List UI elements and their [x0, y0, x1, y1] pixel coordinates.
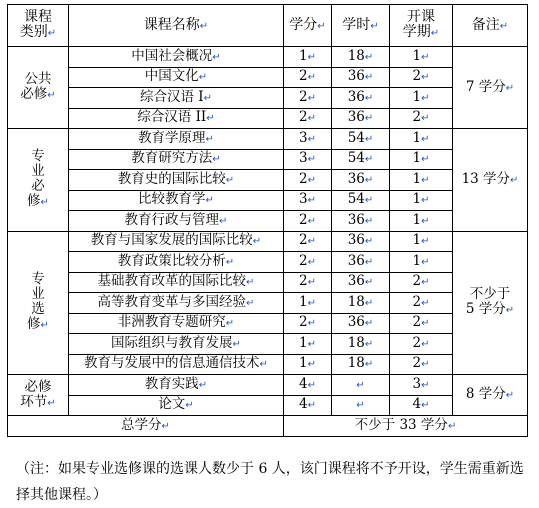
paragraph-mark-icon: ↵	[317, 20, 326, 32]
credit-cell-text: 4	[299, 375, 308, 392]
course-name-cell-text: 中国社会概况	[131, 47, 213, 64]
term-cell	[390, 129, 453, 150]
paragraph-mark-icon: ↵	[246, 297, 255, 309]
hours-cell	[332, 149, 390, 170]
course-name-cell	[69, 67, 284, 88]
course-name-cell-text: 教育学原理	[138, 129, 206, 146]
paragraph-mark-icon: ↵	[307, 215, 316, 227]
paragraph-mark-icon: ↵	[364, 113, 374, 125]
term-cell	[390, 170, 453, 191]
paragraph-mark-icon: ↵	[356, 400, 365, 412]
hours-cell	[332, 129, 390, 150]
paragraph-mark-icon: ↵	[307, 400, 316, 412]
paragraph-mark-icon: ↵	[205, 133, 214, 145]
remark-cell-text: 8 学分	[465, 386, 506, 402]
paragraph-mark-icon: ↵	[421, 72, 430, 84]
course-name-cell-text: 教育与发展中的信息通信技术	[84, 355, 260, 372]
course-name-cell-text: 非洲教育专题研究	[117, 314, 226, 331]
paragraph-mark-icon: ↵	[421, 215, 430, 227]
term-cell	[390, 47, 453, 68]
credit-cell	[284, 375, 332, 396]
table-row	[8, 190, 528, 211]
credit-cell	[284, 190, 332, 211]
paragraph-mark-icon: ↵	[252, 236, 262, 248]
course-name-cell	[69, 354, 284, 375]
paragraph-mark-icon: ↵	[212, 51, 221, 63]
course-name-cell-text: 综合汉语 II	[137, 109, 207, 126]
table-row	[8, 211, 528, 232]
category-cell-text: 专 业 必 修	[27, 148, 45, 210]
course-name-cell-text: 教育政策比较分析	[117, 252, 226, 269]
total-row	[8, 416, 528, 437]
paragraph-mark-icon: ↵	[307, 113, 316, 125]
term-cell-text: 1	[412, 211, 422, 228]
credit-cell-text: 2	[299, 109, 308, 126]
credit-cell	[284, 231, 332, 252]
course-name-cell-text: 国际组织与教育发展	[111, 334, 233, 351]
credit-cell-text: 1	[299, 355, 308, 372]
table-row	[8, 88, 528, 109]
hours-cell-text: 36	[347, 211, 365, 228]
category-cell	[8, 231, 69, 375]
term-cell-text: 1	[412, 88, 422, 105]
paragraph-mark-icon: ↵	[307, 92, 316, 104]
paragraph-mark-icon: ↵	[307, 154, 316, 166]
paragraph-mark-icon: ↵	[499, 20, 509, 32]
course-name-cell	[69, 334, 284, 355]
paragraph-mark-icon: ↵	[430, 28, 440, 39]
term-cell	[390, 67, 453, 88]
hours-cell-text: 36	[347, 252, 365, 269]
term-cell	[390, 354, 453, 375]
total-value-cell-text: 不少于 33 学分	[354, 416, 448, 433]
paragraph-mark-icon: ↵	[364, 236, 374, 248]
table-row	[8, 108, 528, 129]
table-row	[8, 334, 528, 355]
paragraph-mark-icon: ↵	[505, 305, 515, 317]
paragraph-mark-icon: ↵	[307, 72, 316, 84]
hours-cell	[332, 88, 390, 109]
term-cell-text: 4	[412, 396, 422, 413]
category-cell	[8, 47, 69, 129]
paragraph-mark-icon: ↵	[364, 51, 374, 63]
hours-cell-text: 18	[347, 47, 365, 64]
course-name-cell-text: 论文	[158, 396, 186, 413]
term-cell-text: 2	[412, 68, 422, 85]
header-category	[8, 5, 69, 47]
course-name-cell	[69, 47, 284, 68]
course-name-cell-text: 教育行政与管理	[124, 211, 220, 228]
hours-cell-text: 54	[347, 150, 365, 167]
paragraph-mark-icon: ↵	[307, 359, 316, 371]
paragraph-mark-icon: ↵	[307, 379, 316, 391]
term-cell-text: 2	[412, 314, 422, 331]
table-row	[8, 395, 528, 416]
hours-cell-text: 54	[347, 129, 365, 146]
header-term	[390, 5, 453, 47]
table-row	[8, 313, 528, 334]
hours-cell	[332, 231, 390, 252]
paragraph-mark-icon: ↵	[40, 320, 49, 332]
paragraph-mark-icon: ↵	[161, 420, 170, 432]
paragraph-mark-icon: ↵	[421, 359, 430, 371]
course-name-cell-text: 教育研究方法	[131, 150, 213, 167]
paragraph-mark-icon: ↵	[505, 390, 515, 401]
credit-cell	[284, 108, 332, 129]
credit-cell	[284, 170, 332, 191]
paragraph-mark-icon: ↵	[205, 195, 214, 207]
term-cell-text: 1	[412, 150, 422, 167]
course-name-cell	[69, 211, 284, 232]
course-name-cell-text: 中国文化	[144, 68, 199, 85]
paragraph-mark-icon: ↵	[421, 379, 430, 391]
term-cell-text: 1	[412, 232, 422, 249]
credit-cell-text: 3	[299, 150, 308, 167]
credit-cell	[284, 67, 332, 88]
remark-cell	[453, 231, 528, 375]
hours-cell	[332, 375, 390, 396]
hours-cell	[332, 334, 390, 355]
credit-cell-text: 3	[299, 191, 308, 208]
table-row	[8, 354, 528, 375]
term-cell	[390, 211, 453, 232]
paragraph-mark-icon: ↵	[206, 113, 215, 125]
paragraph-mark-icon: ↵	[421, 277, 430, 289]
hours-cell	[332, 272, 390, 293]
course-name-cell	[69, 129, 284, 150]
hours-cell-text: 36	[347, 232, 365, 249]
paragraph-mark-icon: ↵	[259, 359, 268, 371]
remark-cell	[453, 47, 528, 129]
hours-cell	[332, 313, 390, 334]
course-name-cell	[69, 231, 284, 252]
paragraph-mark-icon: ↵	[219, 215, 228, 227]
paragraph-mark-icon: ↵	[47, 397, 56, 409]
course-table	[7, 4, 528, 437]
course-name-cell-text: 教育实践	[144, 375, 199, 392]
header-name-text: 课程名称	[143, 16, 200, 33]
term-cell	[390, 88, 453, 109]
credit-cell-text: 1	[299, 334, 308, 351]
credit-cell	[284, 47, 332, 68]
hours-cell	[332, 354, 390, 375]
table-row	[8, 375, 528, 396]
credit-cell-text: 2	[299, 273, 308, 290]
credit-cell	[284, 149, 332, 170]
total-label-cell-text: 总学分	[121, 416, 162, 433]
term-cell	[390, 395, 453, 416]
hours-cell-text: 18	[347, 355, 365, 372]
total-label-cell	[8, 416, 284, 437]
header-remark	[453, 5, 528, 47]
paragraph-mark-icon: ↵	[307, 236, 316, 248]
footnote-text: （注：如果专业选修课的选课人数少于 6 人，该门课程将不予开设，学生需重新选择其他课程。）	[16, 461, 524, 503]
course-name-cell	[69, 395, 284, 416]
credit-cell-text: 1	[299, 47, 308, 64]
category-cell	[8, 375, 69, 416]
table-row	[8, 47, 528, 68]
term-cell	[390, 334, 453, 355]
term-cell-text: 1	[412, 170, 422, 187]
course-name-cell	[69, 252, 284, 273]
credit-cell-text: 3	[299, 129, 308, 146]
credit-cell-text: 2	[299, 211, 308, 228]
term-cell	[390, 293, 453, 314]
paragraph-mark-icon: ↵	[421, 297, 430, 309]
paragraph-mark-icon: ↵	[203, 92, 212, 104]
paragraph-mark-icon: ↵	[307, 338, 316, 350]
term-cell	[390, 375, 453, 396]
paragraph-mark-icon: ↵	[307, 133, 316, 145]
paragraph-mark-icon: ↵	[47, 90, 56, 101]
paragraph-mark-icon: ↵	[421, 133, 430, 145]
credit-cell-text: 2	[299, 170, 308, 187]
paragraph-mark-icon: ↵	[421, 113, 430, 125]
paragraph-mark-icon: ↵	[307, 277, 316, 289]
paragraph-mark-icon: ↵	[47, 28, 57, 39]
total-value-cell	[284, 416, 528, 437]
paragraph-mark-icon: ↵	[421, 318, 430, 330]
paragraph-mark-icon: ↵	[356, 379, 365, 391]
credit-cell	[284, 211, 332, 232]
term-cell-text: 2	[412, 293, 422, 310]
paragraph-mark-icon: ↵	[212, 154, 221, 166]
paragraph-mark-icon: ↵	[246, 277, 255, 289]
paragraph-mark-icon: ↵	[364, 277, 374, 289]
course-name-cell-text: 基础教育改革的国际比较	[97, 273, 247, 290]
table-row	[8, 272, 528, 293]
paragraph-mark-icon: ↵	[364, 359, 374, 371]
header-credit	[284, 5, 332, 47]
term-cell	[390, 149, 453, 170]
credit-cell	[284, 334, 332, 355]
hours-cell	[332, 293, 390, 314]
paragraph-mark-icon: ↵	[364, 297, 374, 309]
paragraph-mark-icon: ↵	[421, 154, 430, 166]
paragraph-mark-icon: ↵	[307, 256, 316, 268]
term-cell-text: 2	[412, 334, 422, 351]
course-name-cell	[69, 108, 284, 129]
paragraph-mark-icon: ↵	[364, 154, 374, 166]
table-row	[8, 293, 528, 314]
paragraph-mark-icon: ↵	[421, 92, 430, 104]
paragraph-mark-icon: ↵	[307, 174, 316, 186]
header-remark-text: 备注	[471, 16, 500, 33]
course-name-cell-text: 教育史的国际比较	[117, 170, 226, 187]
hours-cell-text: 36	[347, 314, 365, 331]
paragraph-mark-icon: ↵	[364, 256, 374, 268]
paragraph-mark-icon: ↵	[421, 51, 430, 63]
course-name-cell	[69, 375, 284, 396]
hours-cell-text: 36	[347, 88, 365, 105]
paragraph-mark-icon: ↵	[307, 51, 316, 63]
hours-cell-text: 18	[347, 293, 365, 310]
hours-cell	[332, 108, 390, 129]
hours-cell	[332, 67, 390, 88]
term-cell-text: 1	[412, 252, 422, 269]
paragraph-mark-icon: ↵	[421, 400, 430, 412]
term-cell	[390, 231, 453, 252]
credit-cell-text: 1	[299, 293, 308, 310]
term-cell-text: 1	[412, 47, 422, 64]
paragraph-mark-icon: ↵	[364, 174, 374, 186]
paragraph-mark-icon: ↵	[232, 338, 241, 350]
paragraph-mark-icon: ↵	[364, 195, 374, 207]
course-name-cell	[69, 170, 284, 191]
paragraph-mark-icon: ↵	[307, 297, 316, 309]
paragraph-mark-icon: ↵	[364, 318, 374, 330]
course-name-cell-text: 教育与国家发展的国际比较	[90, 232, 253, 249]
credit-cell	[284, 354, 332, 375]
credit-cell-text: 2	[299, 252, 308, 269]
term-cell	[390, 313, 453, 334]
paragraph-mark-icon: ↵	[421, 338, 430, 350]
category-cell-text: 专 业 选 修	[27, 271, 45, 333]
credit-cell-text: 2	[299, 232, 308, 249]
course-name-cell	[69, 149, 284, 170]
header-credit-text: 学分	[289, 16, 318, 33]
credit-cell-text: 4	[299, 396, 308, 413]
credit-cell	[284, 313, 332, 334]
term-cell	[390, 190, 453, 211]
credit-cell	[284, 88, 332, 109]
course-name-cell	[69, 190, 284, 211]
term-cell	[390, 108, 453, 129]
footnote	[16, 456, 536, 508]
paragraph-mark-icon: ↵	[199, 20, 209, 32]
header-category-text: 课程 类别	[19, 9, 52, 40]
course-name-cell	[69, 313, 284, 334]
credit-cell	[284, 293, 332, 314]
paragraph-mark-icon: ↵	[364, 215, 374, 227]
paragraph-mark-icon: ↵	[447, 420, 457, 432]
hours-cell	[332, 395, 390, 416]
term-cell-text: 1	[412, 191, 422, 208]
category-cell-text: 公共 必修	[20, 71, 52, 102]
paragraph-mark-icon: ↵	[307, 318, 316, 330]
hours-cell	[332, 252, 390, 273]
course-name-cell	[69, 88, 284, 109]
table-row	[8, 129, 528, 150]
course-name-cell-text: 综合汉语 I	[139, 88, 204, 105]
remark-cell	[453, 129, 528, 232]
hours-cell-text: 36	[347, 68, 365, 85]
term-cell-text: 1	[412, 129, 422, 146]
hours-cell	[332, 47, 390, 68]
credit-cell	[284, 272, 332, 293]
paragraph-mark-icon: ↵	[421, 174, 430, 186]
paragraph-mark-icon: ↵	[225, 256, 235, 268]
paragraph-mark-icon: ↵	[370, 20, 379, 32]
hours-cell	[332, 211, 390, 232]
hours-cell-text: 54	[347, 191, 365, 208]
table-row	[8, 252, 528, 273]
course-name-cell-text: 比较教育学	[138, 191, 206, 208]
term-cell-text: 2	[412, 355, 422, 372]
paragraph-mark-icon: ↵	[40, 197, 49, 209]
table-row	[8, 149, 528, 170]
paragraph-mark-icon: ↵	[225, 318, 235, 330]
term-cell	[390, 272, 453, 293]
hours-cell	[332, 190, 390, 211]
credit-cell	[284, 395, 332, 416]
paragraph-mark-icon: ↵	[421, 236, 430, 248]
paragraph-mark-icon: ↵	[185, 400, 194, 412]
table-row	[8, 67, 528, 88]
table-row	[8, 231, 528, 252]
hours-cell-text: 36	[347, 273, 365, 290]
course-name-cell	[69, 293, 284, 314]
credit-cell-text: 2	[299, 314, 308, 331]
credit-cell	[284, 129, 332, 150]
header-name	[69, 5, 284, 47]
course-name-cell-text: 高等教育变革与多国经验	[97, 293, 247, 310]
paragraph-mark-icon: ↵	[364, 72, 374, 84]
table-row	[8, 170, 528, 191]
term-cell-text: 2	[412, 273, 422, 290]
credit-cell-text: 2	[299, 88, 308, 105]
category-cell-text: 必修 环节	[20, 378, 52, 410]
hours-cell-text: 18	[347, 334, 365, 351]
hours-cell-text: 36	[347, 170, 365, 187]
paragraph-mark-icon: ↵	[364, 92, 374, 104]
paragraph-mark-icon: ↵	[364, 133, 374, 145]
remark-cell-text: 不少于 5 学分	[465, 286, 511, 318]
hours-cell	[332, 170, 390, 191]
remark-cell-text: 13 学分	[461, 170, 511, 187]
paragraph-mark-icon: ↵	[421, 256, 430, 268]
remark-cell	[453, 375, 528, 416]
table-header-row	[8, 5, 528, 47]
credit-cell	[284, 252, 332, 273]
paragraph-mark-icon: ↵	[198, 379, 208, 391]
term-cell-text: 3	[412, 375, 422, 392]
paragraph-mark-icon: ↵	[364, 338, 374, 350]
credit-cell-text: 2	[299, 68, 308, 85]
course-name-cell	[69, 272, 284, 293]
term-cell	[390, 252, 453, 273]
header-term-text: 开课 学期	[402, 9, 435, 40]
header-hours	[332, 5, 390, 47]
remark-cell-text: 7 学分	[465, 78, 506, 95]
hours-cell-text: 36	[347, 109, 365, 126]
paragraph-mark-icon: ↵	[510, 174, 519, 186]
paragraph-mark-icon: ↵	[421, 195, 430, 207]
category-cell	[8, 129, 69, 232]
paragraph-mark-icon: ↵	[198, 72, 208, 84]
term-cell-text: 2	[412, 109, 422, 126]
paragraph-mark-icon: ↵	[307, 195, 316, 207]
paragraph-mark-icon: ↵	[225, 174, 235, 186]
header-hours-text: 学时	[342, 16, 371, 33]
paragraph-mark-icon: ↵	[505, 82, 515, 94]
